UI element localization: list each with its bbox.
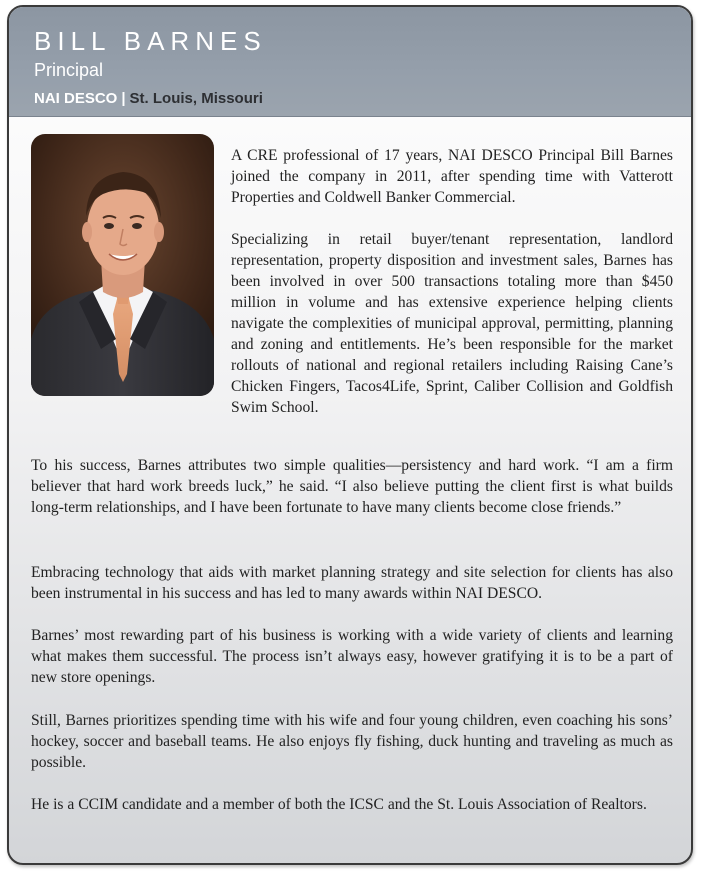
person-name: BILL BARNES bbox=[34, 26, 267, 56]
profile-header bbox=[9, 7, 691, 117]
bio-paragraph-2: Specializing in retail buyer/tenant representation, landlord representation, property disposition and investment sales, Barnes has been involved in over 500 transactions totaling more than $450 million in volume and has extensive experience helping clients navigate the complexities of municipal approval, permitting, planning and zoning and entitlements. He’s been responsible for the market rollouts of national and regional retailers including Raising Cane’s Chicken Fingers, Tacos4Life, Sprint, Caliber Collision and Goldfish Swim School. bbox=[231, 231, 673, 416]
person-title: Principal bbox=[34, 60, 104, 80]
bio-paragraph-5: Barnes’ most rewarding part of his business is working with a wide variety of clients and learning what makes them successful. The process isn’t always easy, however gratifying it is to be a part of new store openings. bbox=[31, 627, 673, 686]
portrait-photo bbox=[31, 134, 214, 396]
bio-paragraph-1: A CRE professional of 17 years, NAI DESCO Principal Bill Barnes joined the company in 2011, after spending time with Vatterott Properties and Coldwell Banker Commercial. bbox=[231, 147, 673, 206]
bio-paragraph-6: Still, Barnes prioritizes spending time with his wife and four young children, even coaching his sons’ hockey, soccer and baseball teams. He also enjoys fly fishing, duck hunting and traveling as much as possible. bbox=[31, 712, 673, 771]
bio-paragraph-4: Embracing technology that aids with market planning strategy and site selection for clients has also been instrumental in his success and has led to many awards within NAI DESCO. bbox=[31, 564, 673, 602]
portrait-illustration bbox=[31, 134, 214, 396]
bio-paragraph-7: He is a CCIM candidate and a member of both the ICSC and the St. Louis Association of Realtors. bbox=[31, 796, 647, 813]
bio-paragraph-3: To his success, Barnes attributes two simple qualities—persistency and hard work. “I am a firm believer that hard work breeds luck,” he said. “I also believe putting the client first is what builds long-term relationships, and I have been fortunate to have many clients become close friends.” bbox=[31, 457, 673, 516]
location: St. Louis, Missouri bbox=[129, 90, 263, 107]
company-location-line bbox=[34, 89, 263, 109]
company-name: NAI DESCO bbox=[34, 90, 118, 107]
separator: | bbox=[121, 90, 126, 107]
profile-card bbox=[7, 5, 693, 865]
